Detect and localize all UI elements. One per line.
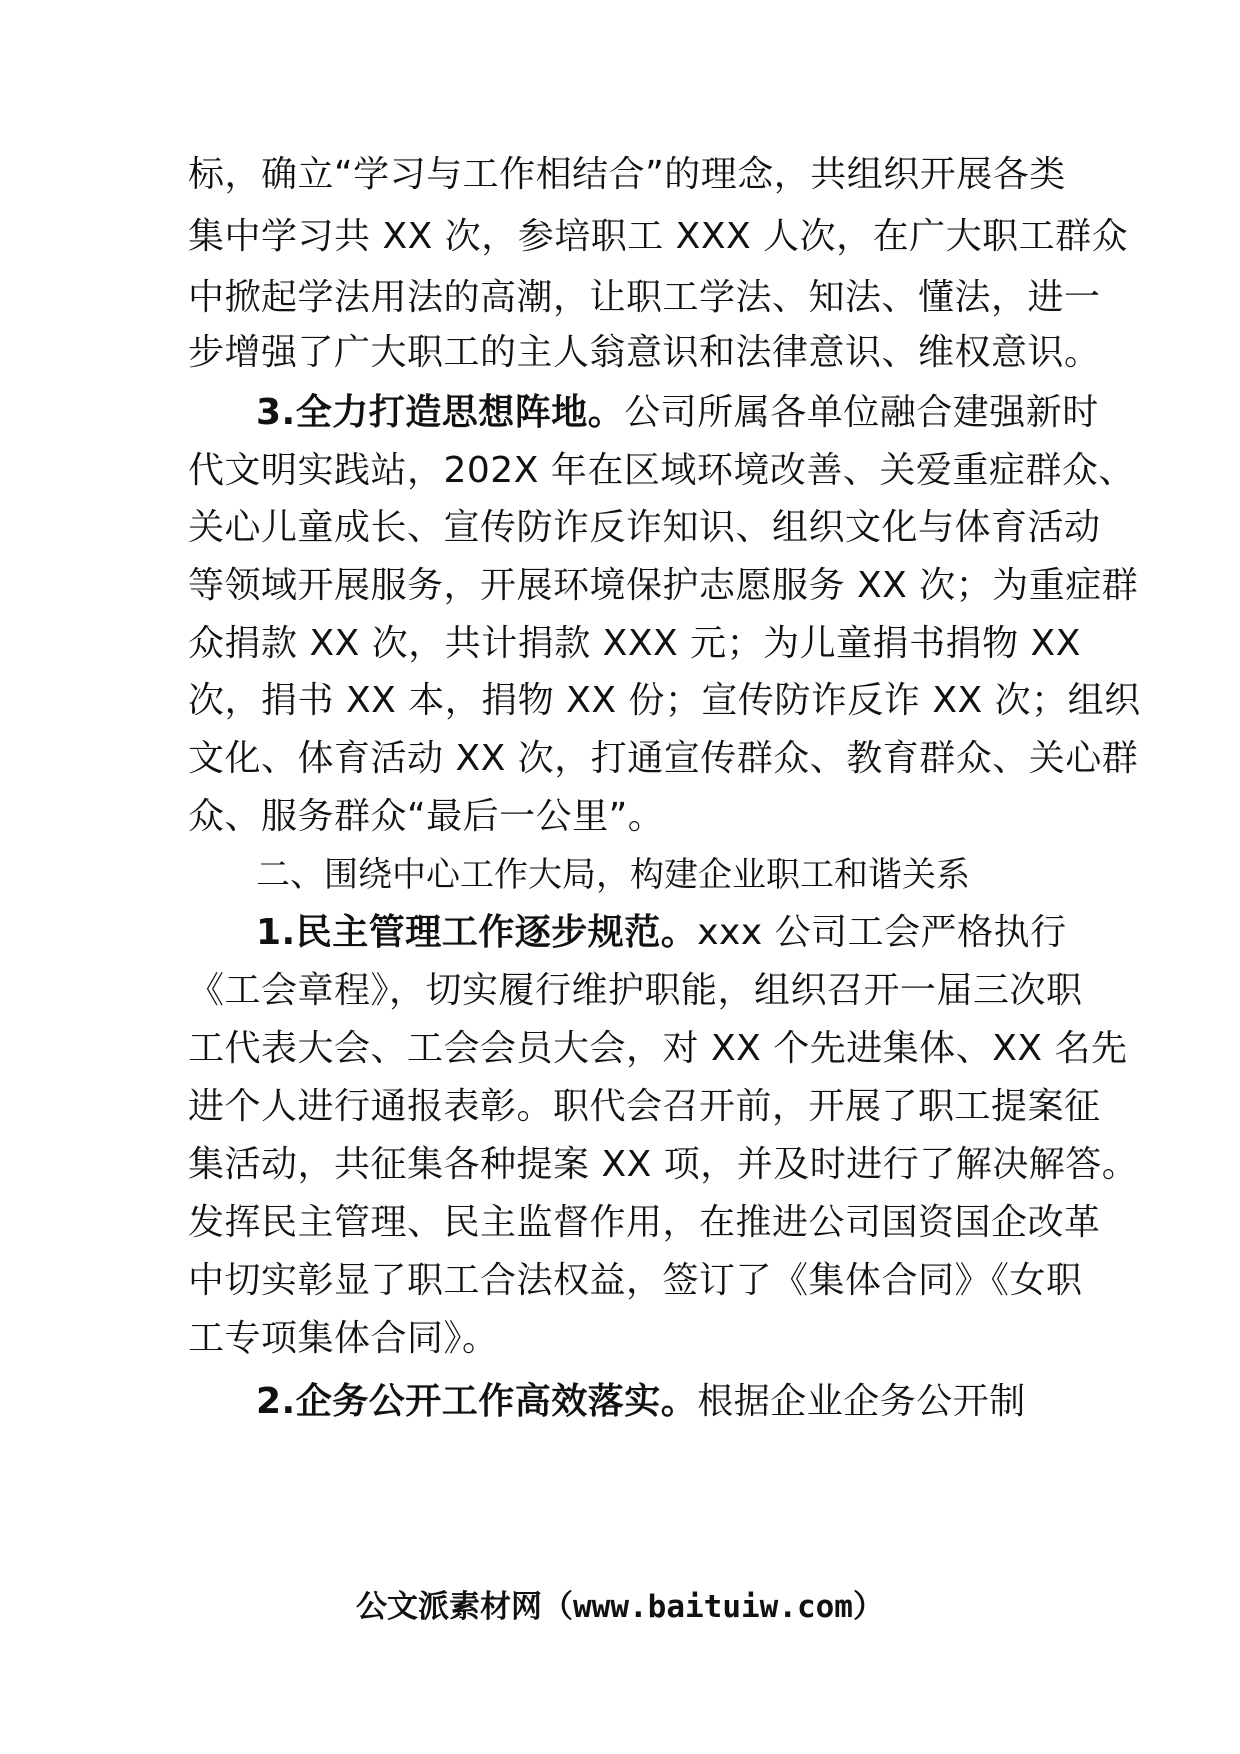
line-text: 等领域开展服务，开展环境保护志愿服务 XX 次；为重症群 — [188, 565, 1139, 606]
footer-prefix: 公文派素材网（ — [356, 1589, 574, 1625]
line-text: 文化、体育活动 XX 次，打通宣传群众、教育群众、关心群 — [188, 738, 1139, 779]
line-text: 众捐款 XX 次，共计捐款 XXX 元；为儿童捐书捐物 XX — [188, 623, 1081, 664]
paragraph-line — [256, 380, 1099, 446]
paragraph-line — [188, 495, 1101, 561]
line-text: 公司所属各单位融合建强新时 — [624, 392, 1099, 433]
line-text: 步增强了广大职工的主人翁意识和法律意识、维权意识。 — [188, 332, 1101, 373]
line-text: xxx 公司工会严格执行 — [697, 912, 1067, 953]
paragraph-line — [188, 142, 1066, 208]
line-text: 进个人进行通报表彰。职代会召开前，开展了职工提案征 — [188, 1086, 1101, 1127]
line-text: 次，捐书 XX 本，捐物 XX 份；宣传防诈反诈 XX 次；组织 — [188, 680, 1141, 721]
line-text: 工专项集体合同》。 — [188, 1318, 499, 1359]
paragraph-line — [188, 784, 1060, 850]
line-text: 众、服务群众“最后一公里”。 — [188, 796, 665, 837]
line-text: 中掀起学法用法的高潮，让职工学法、知法、懂法，进一 — [188, 277, 1101, 318]
paragraph-line — [188, 958, 1083, 1024]
section-lead: 1.民主管理工作逐步规范。 — [256, 912, 698, 953]
line-text: 中切实彰显了职工合法权益，签订了《集体合同》《女职 — [188, 1260, 1083, 1301]
paragraph-line — [188, 204, 1129, 270]
line-text: 代文明实践站，202X 年在区域环境改善、关爱重症群众、 — [188, 450, 1135, 491]
line-text: 《工会章程》，切实履行维护职能，组织召开一届三次职 — [188, 970, 1083, 1011]
paragraph-line — [188, 553, 1139, 619]
paragraph-line — [188, 320, 1101, 386]
paragraph-line — [188, 1016, 1128, 1082]
line-text: 发挥民主管理、民主监督作用，在推进公司国资国企改革 — [188, 1202, 1101, 1243]
footer-suffix: ） — [852, 1589, 884, 1625]
section-heading: 二、围绕中心工作大局，构建企业职工和谐关系 — [256, 855, 970, 895]
paragraph-line — [188, 1190, 1101, 1256]
section-lead: 3.全力打造思想阵地。 — [256, 392, 625, 433]
paragraph-line — [188, 726, 1139, 792]
paragraph-line — [188, 1074, 1101, 1140]
line-text: 集中学习共 XX 次，参培职工 XXX 人次，在广大职工群众 — [188, 216, 1129, 257]
paragraph-line — [188, 1306, 1060, 1372]
line-text: 关心儿童成长、宣传防诈反诈知识、组织文化与体育活动 — [188, 507, 1101, 548]
paragraph-line — [188, 668, 1141, 734]
line-text: 集活动，共征集各种提案 XX 项，并及时进行了解决解答。 — [188, 1144, 1139, 1185]
footer-watermark — [0, 1584, 1240, 1630]
line-text: 标，确立“学习与工作相结合”的理念，共组织开展各类 — [188, 154, 1066, 195]
paragraph-line — [188, 1132, 1139, 1198]
line-text: 工代表大会、工会会员大会，对 XX 个先进集体、XX 名先 — [188, 1028, 1128, 1069]
paragraph-line — [188, 1248, 1083, 1314]
paragraph-line — [256, 900, 1067, 966]
paragraph-line — [256, 1369, 1060, 1435]
section-lead: 2.企务公开工作高效落实。 — [256, 1381, 698, 1422]
line-text: 根据企业企务公开制 — [697, 1381, 1026, 1422]
footer-url: www.baituiw.com — [573, 1589, 853, 1625]
